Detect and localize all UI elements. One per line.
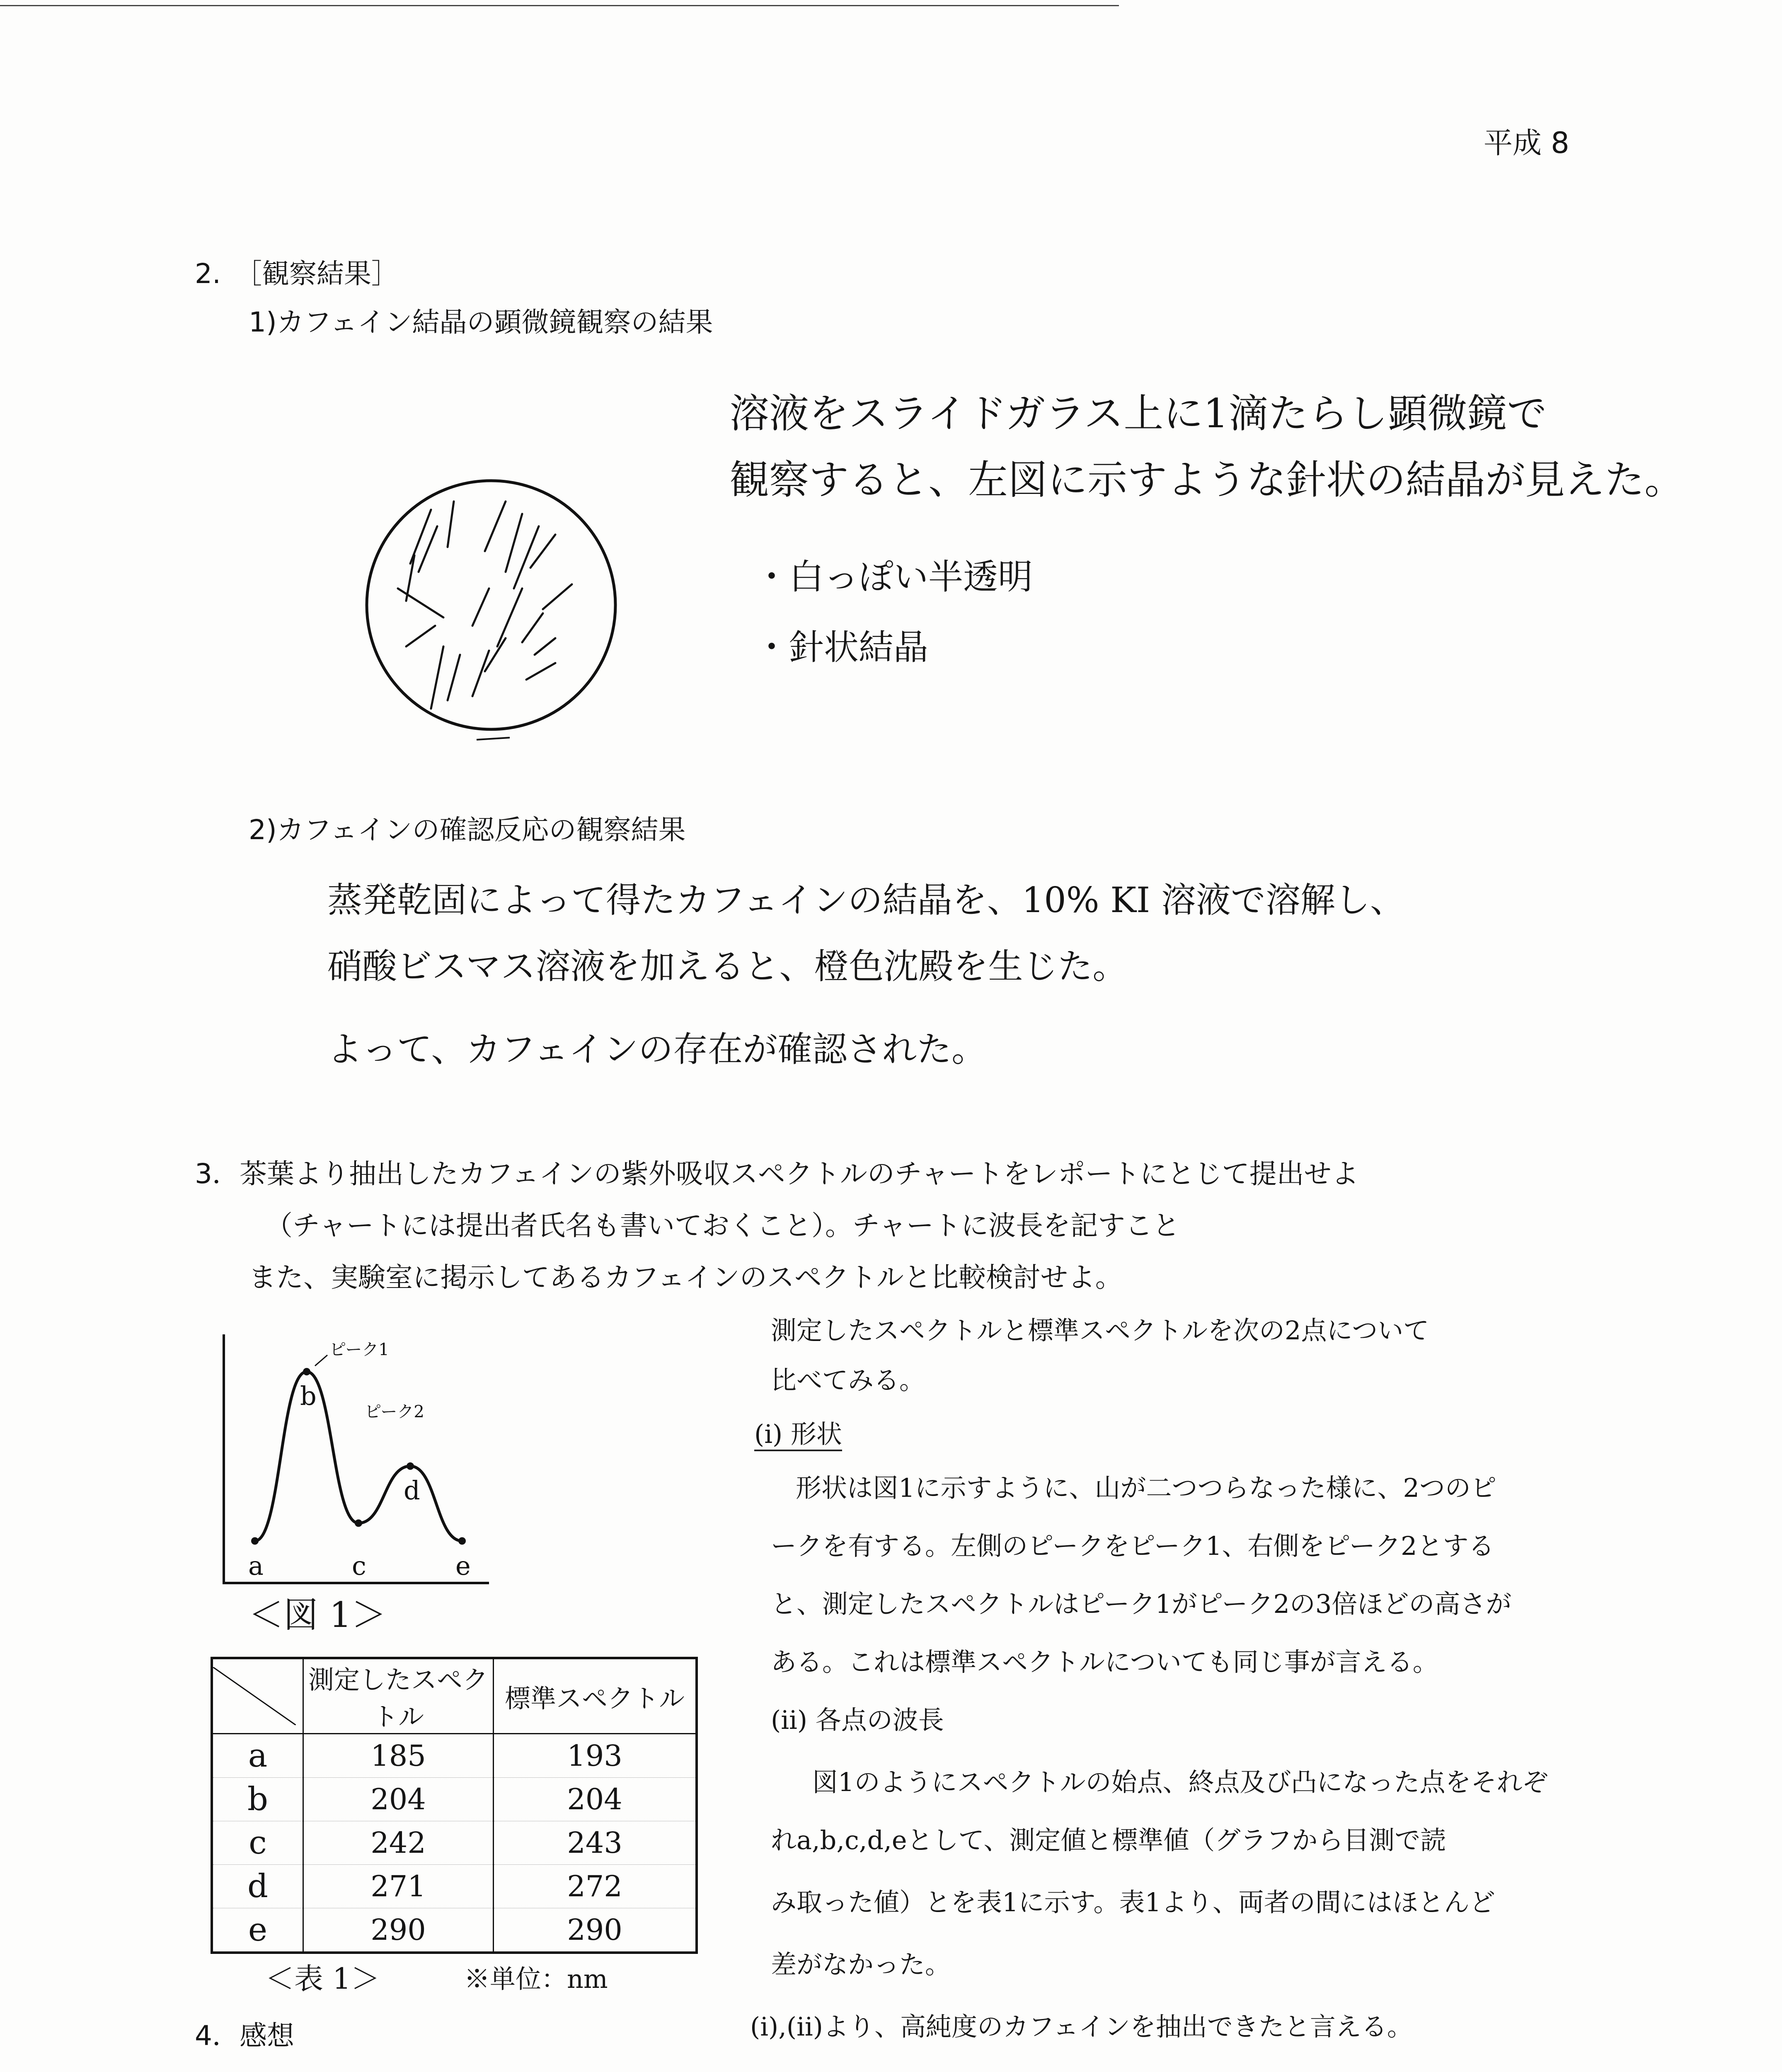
table-row xyxy=(212,1908,697,1953)
figure1-curve xyxy=(255,1372,462,1541)
observation-bullet1: ・白っぽい半透明 xyxy=(754,557,1033,597)
standard-value: 204 xyxy=(494,1778,697,1821)
row-label: a xyxy=(212,1734,303,1778)
table-row xyxy=(212,1821,697,1865)
figure1-points xyxy=(251,1368,466,1545)
discussion-conclusion: (i),(ii)より、高純度のカフェインを抽出できたと言える。 xyxy=(750,2011,1413,2042)
reaction-note-line2: 硝酸ビスマス溶液を加えると、橙色沈殿を生じた。 xyxy=(327,946,1128,987)
table-corner-cell xyxy=(212,1658,303,1734)
figure1-caption: ＜図 1＞ xyxy=(249,1595,387,1635)
section3-instruction3: また、実験室に掲示してあるカフェインのスペクトルと比較検討せよ。 xyxy=(249,1261,1123,1293)
spectrum-point-b xyxy=(303,1368,310,1375)
reaction-note-line1: 蒸発乾固によって得たカフェインの結晶を、10% KI 溶液で溶解し、 xyxy=(327,880,1405,920)
figure1-point-labels xyxy=(248,1381,471,1581)
needle-crystals xyxy=(398,501,572,709)
shape-text-line2: ークを有する。左側のピークをピーク1、右側をピーク2とする xyxy=(771,1531,1494,1561)
microscope-view xyxy=(348,464,638,754)
table-row xyxy=(212,1778,697,1821)
wave-heading: (ii) 各点の波長 xyxy=(771,1705,944,1735)
section4-heading: 4．感想 xyxy=(195,2020,294,2052)
spectrum-point-a xyxy=(251,1537,259,1545)
table-row xyxy=(212,1734,697,1778)
row-label: b xyxy=(212,1778,303,1821)
spectrum-point-label-b: b xyxy=(300,1381,317,1411)
page-number: 平成 8 xyxy=(1484,126,1569,160)
observation-note-line2: 観察すると、左図に示すような針状の結晶が見えた。 xyxy=(729,457,1684,503)
shape-text-line1: 形状は図1に示すように、山が二つつらなった様に、2つのピ xyxy=(796,1473,1496,1503)
spectrum-point-e xyxy=(458,1537,466,1545)
section3-instruction2: （チャートには提出者氏名も書いておくこと）。チャートに波長を記すこと xyxy=(265,1210,1180,1242)
row-label: c xyxy=(212,1821,303,1865)
shape-heading: (i) 形状 xyxy=(754,1421,842,1451)
reaction-note-line3: よって、カフェインの存在が確認された。 xyxy=(327,1029,987,1070)
standard-value: 290 xyxy=(494,1908,697,1953)
table-header-row xyxy=(212,1658,697,1734)
measured-value: 185 xyxy=(303,1734,494,1778)
measured-value: 290 xyxy=(303,1908,494,1953)
peak1-pointer xyxy=(315,1355,327,1366)
spectrum-point-label-e: e xyxy=(455,1551,471,1581)
spectrum-point-d xyxy=(407,1462,414,1470)
shape-text-line3: と、測定したスペクトルはピーク1がピーク2の3倍ほどの高さが xyxy=(771,1589,1512,1619)
standard-value: 243 xyxy=(494,1821,697,1865)
observation-bullet2: ・針状結晶 xyxy=(754,627,929,668)
wave-text-line3: み取った値）とを表1に示す。表1より、両者の間にはほとんど xyxy=(771,1887,1495,1917)
spectrum-point-label-a: a xyxy=(248,1551,264,1581)
scan-top-rule xyxy=(0,5,1119,6)
discussion-intro-line2: 比べてみる。 xyxy=(771,1365,925,1395)
header-standard: 標準スペクトル xyxy=(494,1658,697,1734)
observation-note-line1: 溶液をスライドガラス上に1滴たらし顕微鏡で xyxy=(729,390,1547,437)
spectrum-point-label-d: d xyxy=(404,1475,420,1506)
results-table xyxy=(211,1657,698,1954)
section2-sub1-title: 1)カフェイン結晶の顕微鏡観察の結果 xyxy=(249,306,713,338)
discussion-intro-line1: 測定したスペクトルと標準スペクトルを次の2点について xyxy=(771,1315,1429,1346)
measured-value: 242 xyxy=(303,1821,494,1865)
measured-value: 204 xyxy=(303,1778,494,1821)
standard-value: 193 xyxy=(494,1734,697,1778)
microscope-field-circle xyxy=(367,481,615,729)
peak1-label: ピーク1 xyxy=(329,1340,389,1359)
standard-value: 272 xyxy=(494,1865,697,1908)
figure1-axes xyxy=(224,1334,489,1583)
peak2-label: ピーク2 xyxy=(365,1402,424,1421)
table1-unit: ※単位：nm xyxy=(464,1964,608,1994)
table-row xyxy=(212,1865,697,1908)
wave-text-line2: れa,b,c,d,eとして、測定値と標準値（グラフから目測で読 xyxy=(771,1825,1446,1855)
section2-sub2-title: 2)カフェインの確認反応の観察結果 xyxy=(249,814,686,846)
spectrum-point-label-c: c xyxy=(352,1551,366,1581)
wave-text-line1: 図1のようにスペクトルの始点、終点及び凸になった点をそれぞ xyxy=(812,1767,1548,1797)
measured-value: 271 xyxy=(303,1865,494,1908)
table1-caption: ＜表 1＞ xyxy=(265,1962,380,1996)
row-label: e xyxy=(212,1908,303,1953)
section3-instruction1: 3．茶葉より抽出したカフェインの紫外吸収スペクトルのチャートをレポートにとじて提出せよ xyxy=(195,1158,1359,1190)
spectrum-point-c xyxy=(355,1520,362,1527)
shape-text-line4: ある。これは標準スペクトルについても同じ事が言える。 xyxy=(771,1647,1438,1677)
wave-text-line4: 差がなかった。 xyxy=(771,1949,951,1980)
header-measured: 測定したスペクトル xyxy=(303,1658,494,1734)
figure1-spectrum xyxy=(215,1326,497,1591)
row-label: d xyxy=(212,1865,303,1908)
section2-heading: 2. ［観察結果］ xyxy=(195,258,399,290)
